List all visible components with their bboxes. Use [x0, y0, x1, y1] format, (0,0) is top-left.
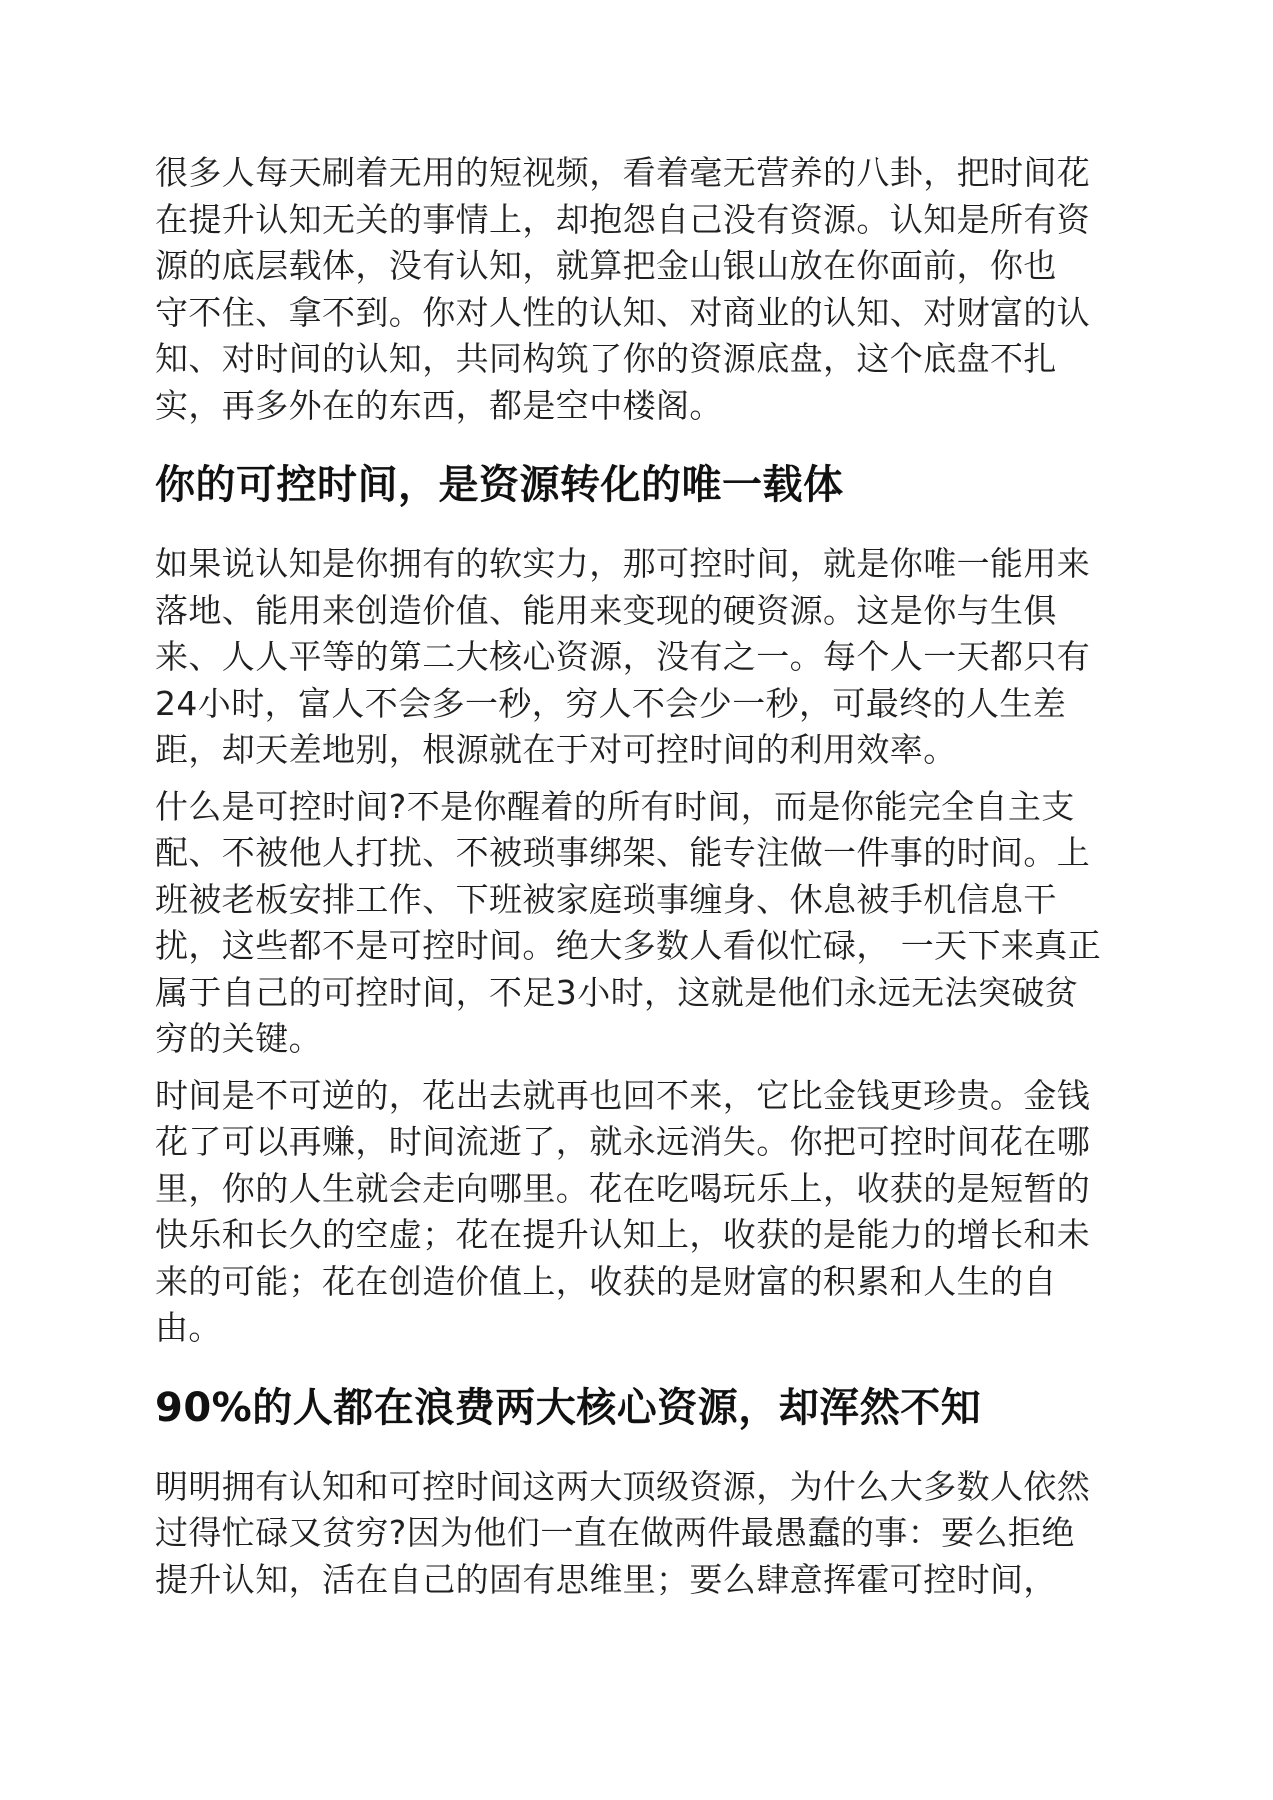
paragraph-what-is-controllable-time	[155, 784, 1120, 1063]
paragraph-hard-resource	[155, 541, 1120, 774]
text-line: 快乐和长久的空虚；花在提升认知上，收获的是能力的增长和未	[155, 1215, 1091, 1254]
text-line: 来、人人平等的第二大核心资源，没有之一。每个人一天都只有	[155, 637, 1091, 676]
text-line: 24小时，富人不会多一秒，穷人不会少一秒，可最终的人生差	[155, 683, 1067, 723]
text-line: 明明拥有认知和可控时间这两大顶级资源，为什么大多数人依然	[155, 1466, 1091, 1506]
text-line: 里，你的人生就会走向哪里。花在吃喝玩乐上，收获的是短暂的	[155, 1168, 1091, 1208]
text-line: 由。	[155, 1308, 222, 1347]
paragraph-two-foolish-things	[155, 1464, 1120, 1604]
text-line: 属于自己的可控时间，不足3小时，这就是他们永远无法突破贫	[155, 972, 1079, 1012]
text-line: 配、不被他人打扰、不被琐事绑架、能专注做一件事的时间。上	[155, 833, 1091, 872]
text-line: 提升认知，活在自己的固有思维里；要么肆意挥霍可控时间，	[155, 1559, 1057, 1599]
section-heading-wasting-resources: 90%的人都在浪费两大核心资源，却浑然不知	[155, 1384, 982, 1431]
text-line: 班被老板安排工作、下班被家庭琐事缠身、休息被手机信息干	[155, 879, 1057, 919]
text-line: 落地、能用来创造价值、能用来变现的硬资源。这是你与生俱	[155, 590, 1057, 630]
text-line: 实，再多外在的东西，都是空中楼阁。	[155, 385, 723, 425]
text-line: 时间是不可逆的，花出去就再也回不来，它比金钱更珍贵。金钱	[155, 1075, 1091, 1115]
text-line: 穷的关键。	[155, 1019, 322, 1058]
text-line: 守不住、拿不到。你对人性的认知、对商业的认知、对财富的认	[155, 292, 1091, 332]
text-line: 来的可能；花在创造价值上，收获的是财富的积累和人生的自	[155, 1261, 1057, 1301]
text-line: 距，却天差地别，根源就在于对可控时间的利用效率。	[155, 730, 957, 769]
text-line: 什么是可控时间?不是你醒着的所有时间，而是你能完全自主支	[155, 786, 1075, 826]
text-line: 花了可以再赚，时间流逝了，就永远消失。你把可控时间花在哪	[155, 1122, 1091, 1161]
paragraph-cognition	[155, 150, 1120, 429]
text-line: 源的底层载体，没有认知，就算把金山银山放在你面前，你也	[155, 246, 1057, 285]
paragraph-time-irreversible	[155, 1073, 1120, 1352]
text-line: 很多人每天刷着无用的短视频，看着毫无营养的八卦，把时间花	[155, 153, 1091, 192]
text-line: 如果说认知是你拥有的软实力，那可控时间，就是你唯一能用来	[155, 544, 1091, 583]
document-page	[155, 150, 1120, 1613]
text-line: 扰，这些都不是可控时间。绝大多数人看似忙碌， 一天下来真正	[155, 926, 1102, 965]
section-heading-controllable-time: 你的可控时间，是资源转化的唯一载体	[155, 462, 844, 508]
text-line: 知、对时间的认知，共同构筑了你的资源底盘，这个底盘不扎	[155, 339, 1057, 378]
text-line: 过得忙碌又贫穷?因为他们一直在做两件最愚蠢的事：要么拒绝	[155, 1513, 1075, 1552]
text-line: 在提升认知无关的事情上，却抱怨自己没有资源。认知是所有资	[155, 199, 1091, 239]
